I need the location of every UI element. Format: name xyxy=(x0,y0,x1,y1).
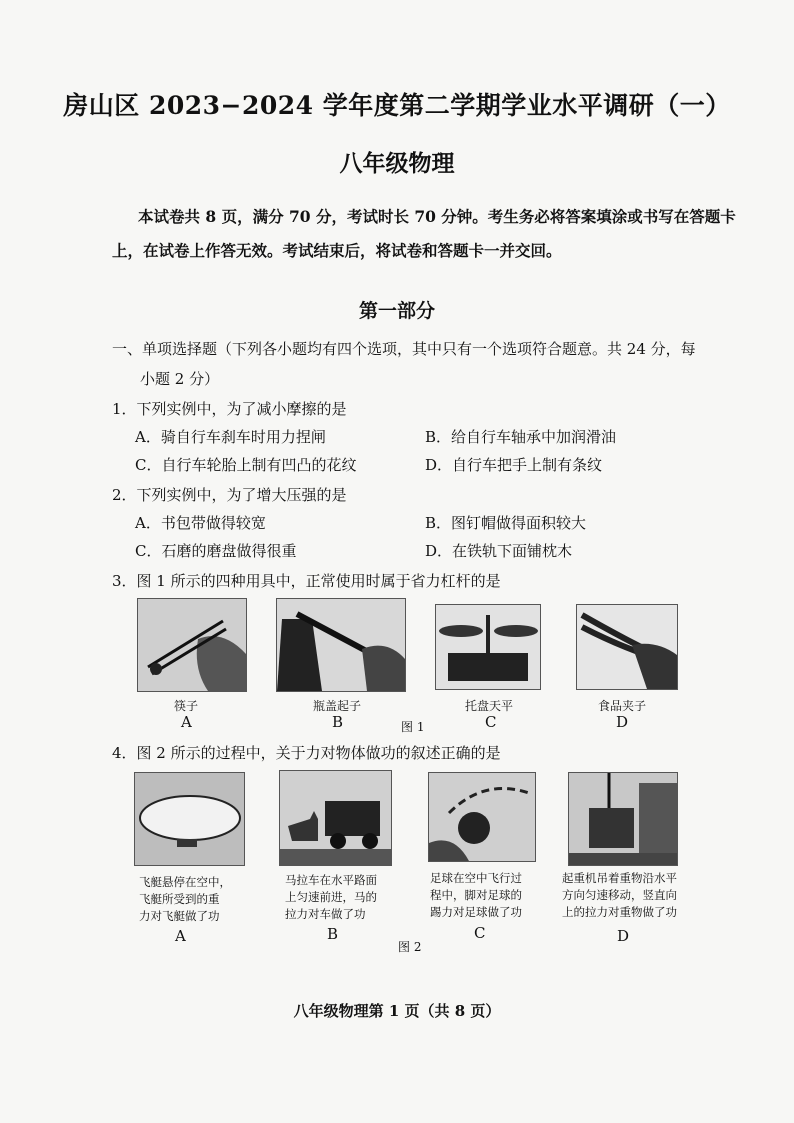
fig2-letter-a: A xyxy=(175,927,186,945)
fig2-caption-c-line: 踢力对足球做了功 xyxy=(430,905,522,919)
q2-option-c: C．石磨的磨盘做得很重 xyxy=(135,542,297,560)
fig2-caption-d xyxy=(562,870,677,921)
fig1-letter-b: B xyxy=(332,713,344,731)
airship-photo xyxy=(134,772,245,866)
q2-stem: 2．下列实例中，为了增大压强的是 xyxy=(112,486,347,504)
fig2-caption-a xyxy=(139,874,231,925)
horse-cart-photo xyxy=(279,770,392,866)
fig1-letter-a: A xyxy=(181,713,192,731)
fig2-caption-c-line: 程中，脚对足球的 xyxy=(430,888,522,902)
fig1-caption-b: 瓶盖起子 xyxy=(313,699,362,713)
fig2-label: 图 2 xyxy=(398,940,422,954)
fig2-caption-b xyxy=(285,872,377,923)
fig2-caption-b-line: 拉力对车做了功 xyxy=(285,907,366,921)
q2-option-a: A．书包带做得较宽 xyxy=(135,514,266,532)
bottle-opener-photo xyxy=(276,598,406,692)
fig2-caption-d-line: 方向匀速移动，竖直向 xyxy=(562,888,677,902)
fig1-caption-d: 食品夹子 xyxy=(598,699,647,713)
q1-stem: 1．下列实例中，为了减小摩擦的是 xyxy=(112,400,347,418)
fig2-letter-b: B xyxy=(327,925,339,943)
fig2-caption-c xyxy=(430,870,522,921)
chopsticks-photo xyxy=(137,598,247,692)
fig2-caption-b-line: 上匀速前进，马的 xyxy=(285,890,377,904)
food-tongs-photo xyxy=(576,604,678,690)
q2-option-b: B．图钉帽做得面积较大 xyxy=(425,514,587,532)
fig1-caption-c: 托盘天平 xyxy=(465,699,514,713)
balance-scale-photo xyxy=(435,604,541,690)
q1-option-c: C．自行车轮胎上制有凹凸的花纹 xyxy=(135,456,357,474)
section-heading-line-2: 小题 2 分） xyxy=(140,370,220,388)
instructions-line-2: 上，在试卷上作答无效。考试结束后，将试卷和答题卡一并交回。 xyxy=(112,241,562,260)
q4-stem: 4．图 2 所示的过程中，关于力对物体做功的叙述正确的是 xyxy=(112,744,501,762)
q1-option-a: A．骑自行车刹车时用力捏闸 xyxy=(135,428,326,446)
fig2-caption-a-line: 力对飞艇做了功 xyxy=(139,909,220,923)
exam-title: 房山区 2023−2024 学年度第二学期学业水平调研（一） xyxy=(63,91,731,120)
fig1-caption-a: 筷子 xyxy=(174,699,199,713)
fig2-caption-a-line: 飞艇悬停在空中， xyxy=(139,875,231,889)
fig2-caption-d-line: 起重机吊着重物沿水平 xyxy=(562,871,677,885)
fig2-caption-d-line: 上的拉力对重物做了功 xyxy=(562,905,677,919)
q3-stem: 3．图 1 所示的四种用具中，正常使用时属于省力杠杆的是 xyxy=(112,572,501,590)
page-footer: 八年级物理第 1 页（共 8 页） xyxy=(293,1002,501,1020)
fig1-label: 图 1 xyxy=(401,720,425,734)
q1-option-d: D．自行车把手上制有条纹 xyxy=(425,456,603,474)
exam-subject: 八年级物理 xyxy=(339,150,455,177)
q1-option-b: B．给自行车轴承中加润滑油 xyxy=(425,428,617,446)
fig1-letter-c: C xyxy=(485,713,497,731)
section-heading-line-1: 一、单项选择题（下列各小题均有四个选项，其中只有一个选项符合题意。共 24 分，每 xyxy=(112,340,696,358)
fig1-letter-d: D xyxy=(616,713,629,731)
fig2-letter-c: C xyxy=(474,924,486,942)
fig2-caption-c-line: 足球在空中飞行过 xyxy=(430,871,522,885)
fig2-caption-a-line: 飞艇所受到的重 xyxy=(139,892,220,906)
crane-photo xyxy=(568,772,678,866)
fig2-caption-b-line: 马拉车在水平路面 xyxy=(285,873,377,887)
q2-option-d: D．在铁轨下面铺枕木 xyxy=(425,542,573,560)
part-title: 第一部分 xyxy=(358,300,435,322)
fig2-letter-d: D xyxy=(617,927,630,945)
football-photo xyxy=(428,772,536,862)
instructions-line-1: 本试卷共 8 页，满分 70 分，考试时长 70 分钟。考生务必将答案填涂或书写在答题卡 xyxy=(138,207,736,226)
